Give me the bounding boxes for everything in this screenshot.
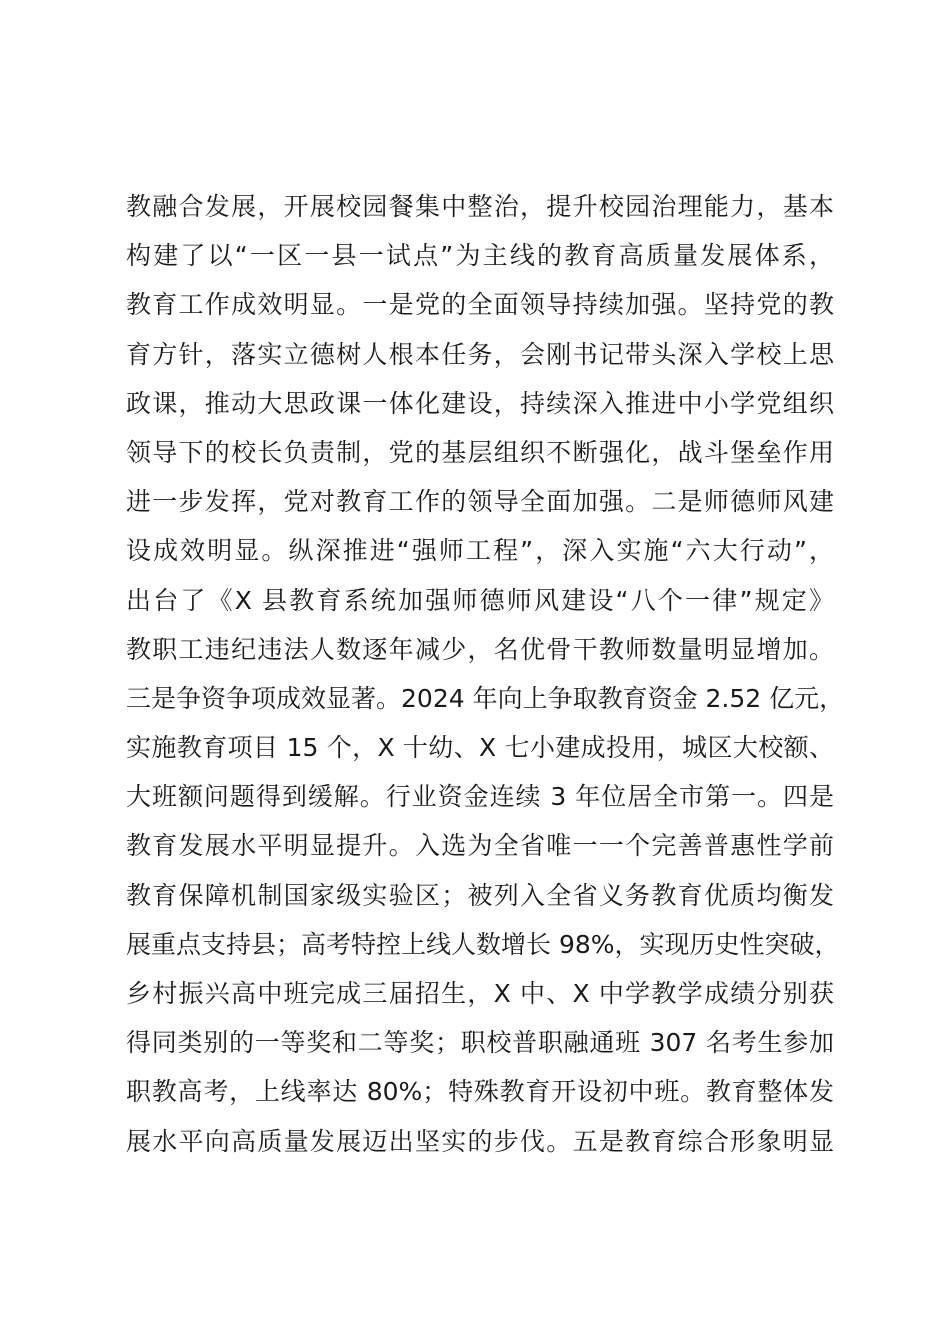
text-line: 设成效明显。纵深推进“强师工程”，深入实施“六大行动”， [126,536,834,566]
text-line: 教融合发展，开展校园餐集中整治，提升校园治理能力，基本 [126,192,834,221]
body-text [126,182,866,1166]
text-line: 教育发展水平明显提升。入选为全省唯一一个完善普惠性学前 [126,831,834,861]
text-line: 构建了以“一区一县一试点”为主线的教育高质量发展体系， [126,241,834,271]
text-line: 政课，推动大思政课一体化建设，持续深入推进中小学党组织 [126,388,834,418]
text-line: 大班额问题得到缓解。行业资金连续 3 年位居全市第一。四是 [126,782,834,812]
text-line: 领导下的校长负责制，党的基层组织不断强化，战斗堡垒作用 [126,437,834,467]
text-line: 进一步发挥，党对教育工作的领导全面加强。二是师德师风建 [126,487,834,517]
text-line: 展水平向高质量发展迈出坚实的步伐。五是教育综合形象明显 [126,1126,834,1156]
text-line: 乡村振兴高中班完成三届招生，X 中、X 中学教学成绩分别获 [126,979,834,1008]
text-line: 展重点支持县；高考特控上线人数增长 98%，实现历史性突破， [126,929,840,959]
text-line: 育方针，落实立德树人根本任务，会刚书记带头深入学校上思 [126,339,834,369]
text-line: 出台了《X 县教育系统加强师德师风建设“八个一律”规定》 [126,585,834,615]
text-line: 教育保障机制国家级实验区；被列入全省义务教育优质均衡发 [126,880,834,910]
text-line: 三是争资争项成效显著。2024 年向上争取教育资金 2.52 亿元， [126,683,845,713]
text-line: 得同类别的一等奖和二等奖；职校普职融通班 307 名考生参加 [126,1028,834,1058]
text-line: 实施教育项目 15 个，X 十幼、X 七小建成投用，城区大校额、 [126,733,834,763]
text-line: 教育工作成效明显。一是党的全面领导持续加强。坚持党的教 [126,290,834,320]
text-line: 职教高考，上线率达 80%；特殊教育开设初中班。教育整体发 [126,1077,834,1107]
text-line: 教职工违纪违法人数逐年减少，名优骨干教师数量明显增加。 [126,634,834,664]
